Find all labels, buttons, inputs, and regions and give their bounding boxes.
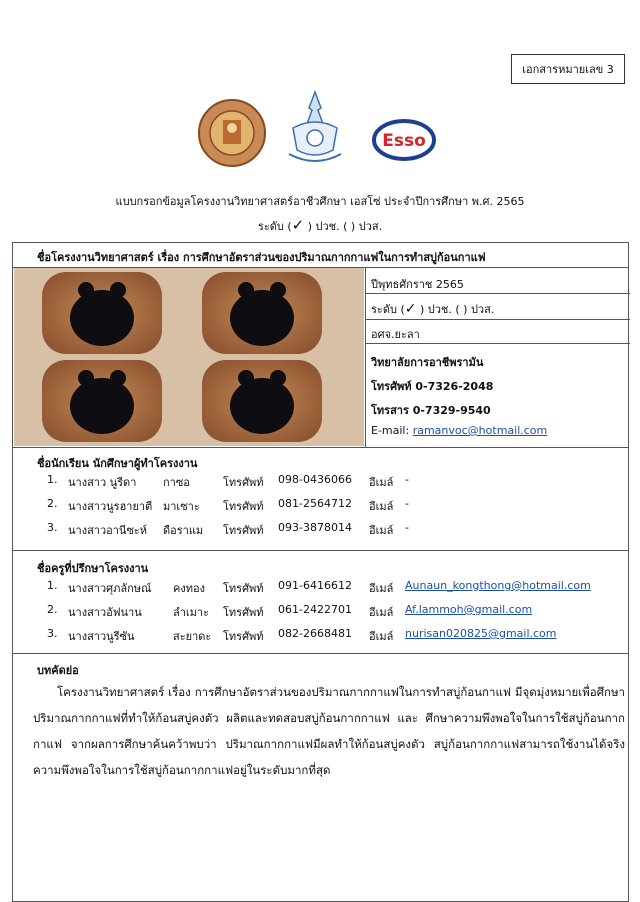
- student-phone-label: โทรศัพท์: [223, 500, 264, 513]
- student-name: นางสาว นูรีดา: [68, 476, 137, 489]
- level-line: [0, 216, 640, 235]
- agency: อศจ.ยะลา: [371, 328, 420, 341]
- student-email: -: [405, 521, 409, 534]
- abstract-header: บทคัดย่อ: [37, 664, 79, 677]
- teacher-number: 1.: [47, 579, 58, 592]
- form-title: แบบกรอกข้อมูลโครงงานวิทยาศาสตร์อาชีวศึกษา เอสโซ่ ประจำปีการศึกษา พ.ศ. 2565: [115, 195, 525, 208]
- teacher-email-label: อีเมล์: [369, 630, 394, 643]
- teacher-phone-label: โทรศัพท์: [223, 582, 264, 595]
- college-fax: โทรสาร 0-7329-9540: [371, 404, 491, 417]
- student-phone: 081-2564712: [278, 497, 352, 510]
- teacher-name: นางสาวนูรีซัน: [68, 630, 135, 643]
- students-header: ชื่อนักเรียน นักศึกษาผู้ทำโครงงาน: [37, 457, 198, 470]
- teacher-number: 3.: [47, 627, 58, 640]
- student-email-label: อีเมล์: [369, 500, 394, 513]
- student-surname: มาเซาะ: [163, 500, 200, 513]
- info-level-prefix: ระดับ (: [371, 303, 405, 316]
- student-name: นางสาวนูรฮายาตี: [68, 500, 153, 513]
- document-number: เอกสารหมายเลข 3: [511, 54, 625, 84]
- teacher-email[interactable]: nurisan020825@gmail.com: [405, 627, 557, 640]
- year: ปีพุทธศักราช 2565: [371, 278, 464, 291]
- teacher-surname: คงทอง: [173, 582, 205, 595]
- info-level: [371, 300, 494, 318]
- college-email-link[interactable]: ramanvoc@hotmail.com: [412, 424, 548, 437]
- college-phone: โทรศัพท์ 0-7326-2048: [371, 380, 494, 393]
- college-name: วิทยาลัยการอาชีพรามัน: [371, 356, 484, 369]
- info-level-rest: ) ปวช. ( ) ปวส.: [416, 303, 495, 316]
- student-name: นางสาวอานีซะห์: [68, 524, 148, 537]
- project-title: ชื่อโครงงานวิทยาศาสตร์ เรื่อง การศึกษาอัตราส่วนของปริมาณกากกาแฟในการทำสบู่ก้อนกาแฟ: [37, 251, 486, 264]
- teacher-name: นางสาวอัฟนาน: [68, 606, 142, 619]
- teacher-phone: 091-6416612: [278, 579, 352, 592]
- level-prefix: ระดับ (: [257, 220, 292, 233]
- esso-wordmark: Esso: [382, 131, 426, 151]
- check-icon: ✓: [291, 216, 305, 234]
- teacher-email-label: อีเมล์: [369, 606, 394, 619]
- student-phone-label: โทรศัพท์: [223, 524, 264, 537]
- student-surname: ดือราแม: [163, 524, 204, 537]
- royal-crest-icon: [285, 88, 345, 168]
- teacher-phone-label: โทรศัพท์: [223, 630, 264, 643]
- info-check-icon: ✓: [404, 301, 417, 317]
- teacher-phone: 061-2422701: [278, 603, 352, 616]
- teachers-header: ชื่อครูที่ปรึกษาโครงงาน: [37, 562, 149, 575]
- teacher-name: นางสาวศุภลักษณ์: [68, 582, 152, 595]
- student-surname: กาซอ: [163, 476, 190, 489]
- coffee-soap-photo: [14, 268, 364, 446]
- teacher-number: 2.: [47, 603, 58, 616]
- teacher-surname: ลำเมาะ: [173, 606, 210, 619]
- abstract-text: โครงงานวิทยาศาสตร์ เรื่อง การศึกษาอัตราส่วนของปริมาณกากกาแฟในการทำสบู่ก้อนกาแฟ มีจุดมุ่งหมายเพื่อศึกษาปริมาณกากกาแฟที่ทำให้ก้อนสบู่คงตัว ผลิตและทดสอบสบู่ก้อนกากกาแฟ และ ศึกษาความพึงพอใจในการใช้สบู่ก้อนกากกาแฟ จากผลการศึกษาค้นคว้าพบว่า ปริมาณกากกาแฟมีผลทำให้ก้อนสบู่คงตัว สบู่ก้อนกากกาแฟสามารถใช้งานได้จริง ความพึงพอใจในการใช้สบู่ก้อนกากกาแฟอยู่ในระดับมากที่สุด: [33, 685, 625, 777]
- teacher-email-label: อีเมล์: [369, 582, 394, 595]
- school-seal-icon: [197, 98, 267, 168]
- email-label: E-mail:: [371, 424, 413, 437]
- student-phone: 093-3878014: [278, 521, 352, 534]
- college-email: [371, 424, 547, 437]
- student-number: 1.: [47, 473, 58, 486]
- level-options: ) ปวช. ( ) ปวส.: [304, 220, 383, 233]
- teacher-surname: สะยาดะ: [173, 630, 212, 643]
- student-phone-label: โทรศัพท์: [223, 476, 264, 489]
- teacher-phone-label: โทรศัพท์: [223, 606, 264, 619]
- student-number: 3.: [47, 521, 58, 534]
- student-email: -: [405, 497, 409, 510]
- student-email: -: [405, 473, 409, 486]
- student-phone: 098-0436066: [278, 473, 352, 486]
- student-number: 2.: [47, 497, 58, 510]
- student-email-label: อีเมล์: [369, 524, 394, 537]
- teacher-email[interactable]: Aunaun_kongthong@hotmail.com: [405, 579, 591, 592]
- teacher-email[interactable]: Af.lammoh@gmail.com: [405, 603, 533, 616]
- esso-logo: [372, 118, 436, 162]
- student-email-label: อีเมล์: [369, 476, 394, 489]
- teacher-phone: 082-2668481: [278, 627, 352, 640]
